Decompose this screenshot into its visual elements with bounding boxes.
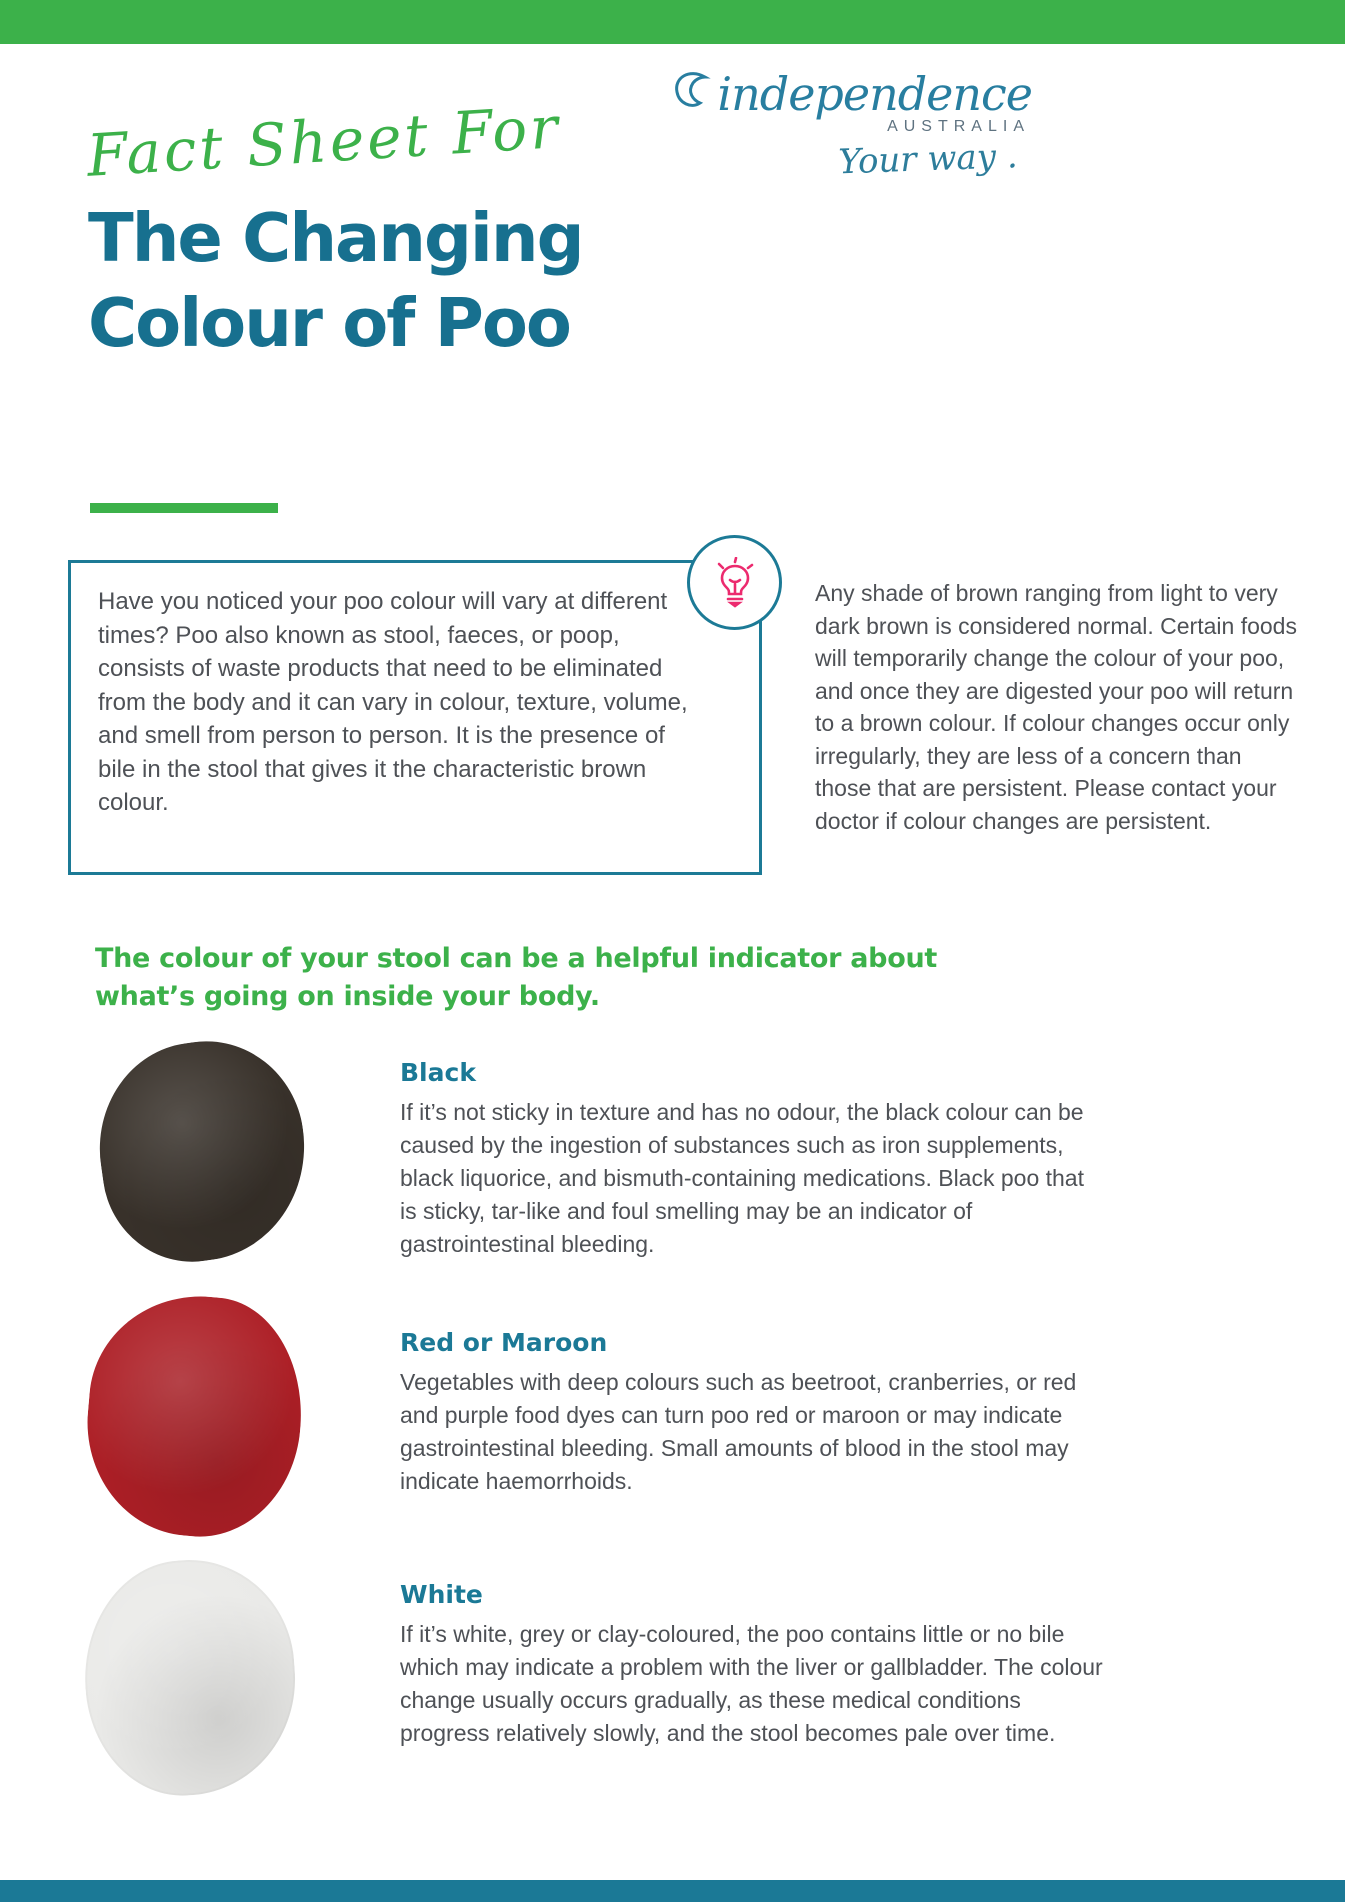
lightbulb-icon — [711, 557, 759, 609]
intro-side-text: Any shade of brown ranging from light to very dark brown is considered normal. Certain foods will temporarily change the colour of your poo, and once they are digested your poo will return to a brown colour. If colour changes occur only irregularly, they are less of a concern than those that are persistent. Please contact your doctor if colour changes are persistent. — [815, 580, 1297, 834]
top-accent-bar — [0, 0, 1345, 44]
section-heading-black: Black — [400, 1058, 476, 1087]
section-black — [0, 1042, 1345, 1290]
section-red-or-maroon — [0, 1290, 1345, 1556]
intro-box — [68, 560, 762, 875]
page-title — [88, 196, 583, 366]
tip-badge — [687, 535, 782, 630]
red-stool-swatch — [78, 1287, 311, 1545]
stool-colour-subheading: The colour of your stool can be a helpful indicator about what’s going on inside your body. — [95, 943, 937, 1012]
brand-logo — [669, 68, 1032, 182]
section-white — [0, 1556, 1345, 1816]
eyebrow-script-title: Fact Sheet For — [85, 93, 563, 190]
section-heading-white: White — [400, 1580, 483, 1609]
section-text-black: If it’s not sticky in texture and has no odour, the black colour can be caused by the ingestion of substances such as iron supplements, black liquorice, and bismuth-containing medications. Black poo that is sticky, tar-like and foul smelling may be an indicator of gastrointestinal bleeding. — [400, 1099, 1084, 1257]
section-text-white: If it’s white, grey or clay-coloured, the poo contains little or no bile which may indicate a problem with the liver or gallbladder. The colour change usually occurs gradually, as these medical conditions progress relatively slowly, and the stool becomes pale over time. — [400, 1621, 1103, 1746]
intro-box-text: Have you noticed your poo colour will vary at different times? Poo also known as stool, faeces, or poop, consists of waste products that need to be eliminated from the body and it can vary in colour, texture, volume, and smell from person to person. It is the presence of bile in the stool that gives it the characteristic brown colour. — [98, 588, 688, 816]
page-title-line1: The Changing — [88, 199, 583, 277]
white-stool-swatch — [77, 1553, 303, 1802]
green-divider — [90, 503, 278, 513]
footer-accent-bar — [0, 1880, 1345, 1902]
butterfly-logo-icon — [669, 70, 713, 122]
logo-tagline-text: Your way . — [838, 136, 1019, 183]
black-stool-swatch — [86, 1029, 319, 1273]
logo-region-text: AUSTRALIA — [887, 118, 1030, 135]
page-title-line2: Colour of Poo — [88, 284, 570, 362]
section-heading-red-or-maroon: Red or Maroon — [400, 1328, 608, 1357]
section-text-red-or-maroon: Vegetables with deep colours such as beetroot, cranberries, or red and purple food dyes can turn poo red or maroon or may indicate gastrointestinal bleeding. Small amounts of blood in the stool may indicate haemorrhoids. — [400, 1369, 1077, 1494]
logo-brand-text: independence — [717, 67, 1032, 121]
